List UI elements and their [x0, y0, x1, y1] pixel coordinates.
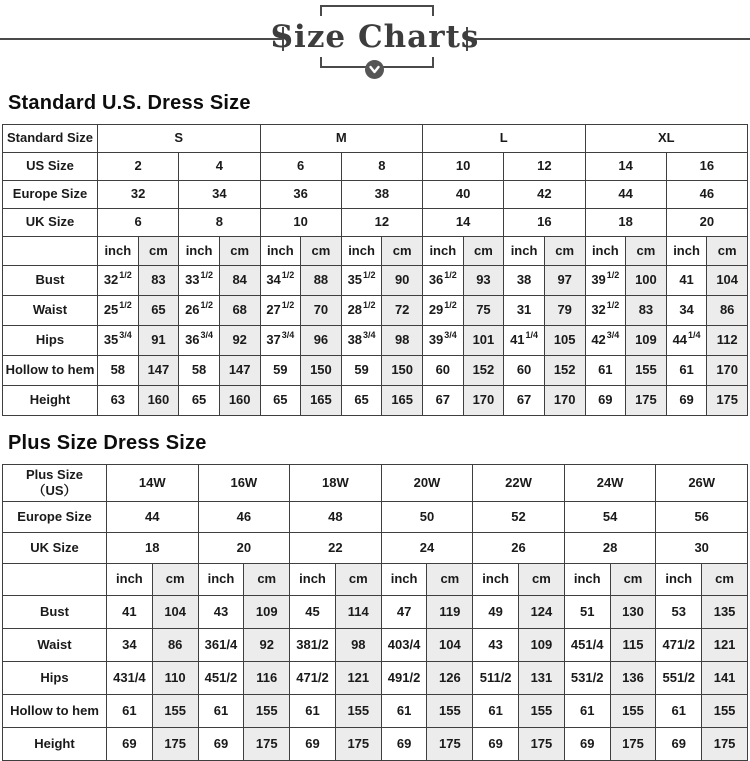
- unit-inch-cell: inch: [585, 237, 626, 266]
- row-label-cell: Europe Size: [3, 502, 107, 533]
- inch-value-cell: 551/2: [656, 662, 702, 695]
- inch-value-cell: 51: [564, 596, 610, 629]
- unit-header-row: [3, 237, 748, 266]
- unit-inch-cell: inch: [504, 237, 545, 266]
- cm-value-cell: 155: [626, 356, 667, 386]
- size-value-cell: 6: [260, 153, 341, 181]
- plus-section-title: Plus Size Dress Size: [8, 432, 207, 454]
- row-label-cell: Europe Size: [3, 181, 98, 209]
- inch-value-cell: 63: [98, 386, 139, 416]
- size-value-cell: 4: [179, 153, 260, 181]
- size-value-cell: 18: [107, 533, 199, 564]
- inch-value-cell: 471/2: [290, 662, 336, 695]
- inch-value-cell: $35^{1/2}$: [341, 266, 382, 296]
- inch-value-cell: 431/4: [107, 662, 153, 695]
- size-value-cell: 44: [585, 181, 666, 209]
- cm-value-cell: 155: [335, 695, 381, 728]
- inch-value-cell: 69: [473, 728, 519, 761]
- cm-value-cell: 170: [544, 386, 585, 416]
- inch-value-cell: 531/2: [564, 662, 610, 695]
- unit-cm-cell: cm: [707, 237, 748, 266]
- unit-cm-cell: cm: [427, 564, 473, 596]
- row-label-cell: Bust: [3, 266, 98, 296]
- cm-value-cell: 160: [219, 386, 260, 416]
- unit-inch-cell: inch: [179, 237, 220, 266]
- standard-section-title: Standard U.S. Dress Size: [8, 92, 251, 114]
- size-group-cell: S: [98, 125, 261, 153]
- row-label-cell: UK Size: [3, 533, 107, 564]
- cm-value-cell: 101: [463, 326, 504, 356]
- inch-value-cell: 61: [656, 695, 702, 728]
- measurement-row: [3, 266, 748, 296]
- unit-cm-cell: cm: [244, 564, 290, 596]
- cm-value-cell: 160: [138, 386, 179, 416]
- cm-value-cell: 97: [544, 266, 585, 296]
- cm-value-cell: 104: [707, 266, 748, 296]
- cm-value-cell: 119: [427, 596, 473, 629]
- chevron-down-icon: [365, 60, 384, 79]
- standard-size-table: [2, 124, 748, 416]
- inch-value-cell: $39^{1/2}$: [585, 266, 626, 296]
- cm-value-cell: 109: [626, 326, 667, 356]
- cm-value-cell: 114: [335, 596, 381, 629]
- size-conversion-row: [3, 153, 748, 181]
- cm-value-cell: 150: [382, 356, 423, 386]
- size-value-cell: 2: [98, 153, 179, 181]
- inch-value-cell: 34: [666, 296, 707, 326]
- unit-inch-cell: inch: [198, 564, 244, 596]
- unit-header-row: [3, 564, 748, 596]
- size-group-cell: 24W: [564, 465, 656, 502]
- cm-value-cell: 116: [244, 662, 290, 695]
- unit-cm-cell: cm: [544, 237, 585, 266]
- cm-value-cell: 91: [138, 326, 179, 356]
- inch-value-cell: 58: [98, 356, 139, 386]
- cm-value-cell: 155: [702, 695, 748, 728]
- size-value-cell: 10: [260, 209, 341, 237]
- cm-value-cell: 72: [382, 296, 423, 326]
- inch-value-cell: 361/4: [198, 629, 244, 662]
- plus-size-section: [0, 432, 750, 761]
- cm-value-cell: 98: [382, 326, 423, 356]
- inch-value-cell: $44^{1/4}$: [666, 326, 707, 356]
- inch-value-cell: 45: [290, 596, 336, 629]
- inch-value-cell: 61: [666, 356, 707, 386]
- size-value-cell: 6: [98, 209, 179, 237]
- cm-value-cell: 86: [707, 296, 748, 326]
- inch-value-cell: 61: [198, 695, 244, 728]
- unit-inch-cell: inch: [260, 237, 301, 266]
- inch-value-cell: 65: [260, 386, 301, 416]
- size-value-cell: 22: [290, 533, 382, 564]
- unit-cm-cell: cm: [152, 564, 198, 596]
- cm-value-cell: 175: [244, 728, 290, 761]
- standard-size-section: [0, 92, 750, 416]
- inch-value-cell: 41: [666, 266, 707, 296]
- row-label-cell: [3, 564, 107, 596]
- cm-value-cell: 90: [382, 266, 423, 296]
- cm-value-cell: 100: [626, 266, 667, 296]
- unit-inch-cell: inch: [98, 237, 139, 266]
- inch-value-cell: 41: [107, 596, 153, 629]
- size-value-cell: 14: [585, 153, 666, 181]
- cm-value-cell: 93: [463, 266, 504, 296]
- unit-cm-cell: cm: [301, 237, 342, 266]
- inch-value-cell: $38^{3/4}$: [341, 326, 382, 356]
- cm-value-cell: 152: [544, 356, 585, 386]
- unit-cm-cell: cm: [138, 237, 179, 266]
- cm-value-cell: 109: [519, 629, 565, 662]
- size-value-cell: 48: [290, 502, 382, 533]
- cm-value-cell: 175: [626, 386, 667, 416]
- size-conversion-row: [3, 502, 748, 533]
- cm-value-cell: 135: [702, 596, 748, 629]
- unit-inch-cell: inch: [107, 564, 153, 596]
- inch-value-cell: $27^{1/2}$: [260, 296, 301, 326]
- inch-value-cell: $35^{3/4}$: [98, 326, 139, 356]
- cm-value-cell: 126: [427, 662, 473, 695]
- measurement-row: [3, 596, 748, 629]
- inch-value-cell: 61: [381, 695, 427, 728]
- inch-value-cell: 61: [290, 695, 336, 728]
- size-value-cell: 12: [504, 153, 585, 181]
- cm-value-cell: 175: [707, 386, 748, 416]
- size-value-cell: 8: [341, 153, 422, 181]
- inch-value-cell: 38: [504, 266, 545, 296]
- size-value-cell: 16: [666, 153, 747, 181]
- row-label-cell: Bust: [3, 596, 107, 629]
- cm-value-cell: 147: [219, 356, 260, 386]
- unit-cm-cell: cm: [626, 237, 667, 266]
- size-group-cell: 16W: [198, 465, 290, 502]
- size-value-cell: 20: [666, 209, 747, 237]
- inch-value-cell: $36^{1/2}$: [423, 266, 464, 296]
- size-value-cell: 24: [381, 533, 473, 564]
- cm-value-cell: 86: [152, 629, 198, 662]
- size-value-cell: 26: [473, 533, 565, 564]
- inch-value-cell: $36^{3/4}$: [179, 326, 220, 356]
- size-group-cell: L: [423, 125, 586, 153]
- cm-value-cell: 115: [610, 629, 656, 662]
- size-value-cell: 50: [381, 502, 473, 533]
- inch-value-cell: $34^{1/2}$: [260, 266, 301, 296]
- inch-value-cell: 69: [290, 728, 336, 761]
- inch-value-cell: 67: [423, 386, 464, 416]
- row-label-cell: Hips: [3, 662, 107, 695]
- unit-cm-cell: cm: [219, 237, 260, 266]
- cm-value-cell: 175: [610, 728, 656, 761]
- measurement-row: [3, 695, 748, 728]
- size-group-cell: 14W: [107, 465, 199, 502]
- unit-inch-cell: inch: [666, 237, 707, 266]
- size-group-cell: XL: [585, 125, 748, 153]
- cm-value-cell: 68: [219, 296, 260, 326]
- cm-value-cell: 175: [152, 728, 198, 761]
- cm-value-cell: 175: [427, 728, 473, 761]
- size-conversion-row: [3, 533, 748, 564]
- cm-value-cell: 88: [301, 266, 342, 296]
- cm-value-cell: 96: [301, 326, 342, 356]
- inch-value-cell: 451/2: [198, 662, 244, 695]
- cm-value-cell: 130: [610, 596, 656, 629]
- size-value-cell: 46: [666, 181, 747, 209]
- cm-value-cell: 83: [626, 296, 667, 326]
- cm-value-cell: 104: [152, 596, 198, 629]
- unit-cm-cell: cm: [382, 237, 423, 266]
- size-value-cell: 12: [341, 209, 422, 237]
- inch-value-cell: 60: [423, 356, 464, 386]
- unit-cm-cell: cm: [610, 564, 656, 596]
- size-group-cell: M: [260, 125, 423, 153]
- inch-value-cell: 61: [585, 356, 626, 386]
- size-value-cell: 42: [504, 181, 585, 209]
- size-value-cell: 28: [564, 533, 656, 564]
- cm-value-cell: 155: [427, 695, 473, 728]
- size-group-cell: 22W: [473, 465, 565, 502]
- inch-value-cell: $26^{1/2}$: [179, 296, 220, 326]
- unit-inch-cell: inch: [473, 564, 519, 596]
- unit-cm-cell: cm: [702, 564, 748, 596]
- measurement-row: [3, 296, 748, 326]
- size-value-cell: 16: [504, 209, 585, 237]
- cm-value-cell: 147: [138, 356, 179, 386]
- inch-value-cell: 61: [473, 695, 519, 728]
- inch-value-cell: 451/4: [564, 629, 610, 662]
- size-value-cell: 34: [179, 181, 260, 209]
- cm-value-cell: 121: [335, 662, 381, 695]
- inch-value-cell: 61: [107, 695, 153, 728]
- unit-cm-cell: cm: [463, 237, 504, 266]
- inch-value-cell: 47: [381, 596, 427, 629]
- size-value-cell: 46: [198, 502, 290, 533]
- inch-value-cell: $39^{3/4}$: [423, 326, 464, 356]
- unit-inch-cell: inch: [381, 564, 427, 596]
- inch-value-cell: 59: [260, 356, 301, 386]
- cm-value-cell: 84: [219, 266, 260, 296]
- inch-value-cell: 60: [504, 356, 545, 386]
- inch-value-cell: 381/2: [290, 629, 336, 662]
- unit-inch-cell: inch: [656, 564, 702, 596]
- inch-value-cell: 53: [656, 596, 702, 629]
- inch-value-cell: $41^{1/4}$: [504, 326, 545, 356]
- inch-value-cell: $25^{1/2}$: [98, 296, 139, 326]
- inch-value-cell: 43: [473, 629, 519, 662]
- size-conversion-row: [3, 209, 748, 237]
- inch-value-cell: $33^{1/2}$: [179, 266, 220, 296]
- inch-value-cell: $42^{3/4}$: [585, 326, 626, 356]
- banner-title: Size Charts: [270, 19, 480, 55]
- row-label-cell: [3, 237, 98, 266]
- cm-value-cell: 155: [244, 695, 290, 728]
- measurement-row: [3, 728, 748, 761]
- inch-value-cell: 31: [504, 296, 545, 326]
- cm-value-cell: 112: [707, 326, 748, 356]
- cm-value-cell: 175: [702, 728, 748, 761]
- size-value-cell: 14: [423, 209, 504, 237]
- size-value-cell: 40: [423, 181, 504, 209]
- measurement-row: [3, 629, 748, 662]
- inch-value-cell: 69: [381, 728, 427, 761]
- banner-top-bracket: [320, 5, 434, 16]
- inch-value-cell: $28^{1/2}$: [341, 296, 382, 326]
- row-label-cell: Height: [3, 386, 98, 416]
- cm-value-cell: 70: [301, 296, 342, 326]
- row-label-cell: Height: [3, 728, 107, 761]
- inch-value-cell: 49: [473, 596, 519, 629]
- inch-value-cell: 491/2: [381, 662, 427, 695]
- size-value-cell: 10: [423, 153, 504, 181]
- cm-value-cell: 141: [702, 662, 748, 695]
- size-value-cell: 32: [98, 181, 179, 209]
- cm-value-cell: 92: [219, 326, 260, 356]
- cm-value-cell: 92: [244, 629, 290, 662]
- size-value-cell: 30: [656, 533, 748, 564]
- cm-value-cell: 175: [519, 728, 565, 761]
- size-group-cell: 20W: [381, 465, 473, 502]
- measurement-row: [3, 326, 748, 356]
- cm-value-cell: 124: [519, 596, 565, 629]
- row-label-cell: US Size: [3, 153, 98, 181]
- size-value-cell: 38: [341, 181, 422, 209]
- size-value-cell: 44: [107, 502, 199, 533]
- size-charts-banner: [0, 0, 750, 88]
- unit-inch-cell: inch: [564, 564, 610, 596]
- inch-value-cell: 65: [179, 386, 220, 416]
- cm-value-cell: 131: [519, 662, 565, 695]
- inch-value-cell: 59: [341, 356, 382, 386]
- cm-value-cell: 65: [138, 296, 179, 326]
- size-value-cell: 8: [179, 209, 260, 237]
- cm-value-cell: 170: [463, 386, 504, 416]
- inch-value-cell: 67: [504, 386, 545, 416]
- inch-value-cell: 69: [107, 728, 153, 761]
- row-label-cell: Waist: [3, 296, 98, 326]
- cm-value-cell: 175: [335, 728, 381, 761]
- inch-value-cell: 69: [656, 728, 702, 761]
- cm-value-cell: 109: [244, 596, 290, 629]
- unit-inch-cell: inch: [290, 564, 336, 596]
- size-group-cell: 26W: [656, 465, 748, 502]
- inch-value-cell: 58: [179, 356, 220, 386]
- unit-inch-cell: inch: [341, 237, 382, 266]
- inch-value-cell: 471/2: [656, 629, 702, 662]
- inch-value-cell: $32^{1/2}$: [585, 296, 626, 326]
- size-value-cell: 54: [564, 502, 656, 533]
- inch-value-cell: 511/2: [473, 662, 519, 695]
- cm-value-cell: 155: [152, 695, 198, 728]
- size-group-cell: 18W: [290, 465, 382, 502]
- inch-value-cell: 43: [198, 596, 244, 629]
- size-group-row: [3, 125, 748, 153]
- cm-value-cell: 165: [301, 386, 342, 416]
- cm-value-cell: 79: [544, 296, 585, 326]
- unit-inch-cell: inch: [423, 237, 464, 266]
- size-group-row: [3, 465, 748, 502]
- size-conversion-row: [3, 181, 748, 209]
- cm-value-cell: 75: [463, 296, 504, 326]
- inch-value-cell: 34: [107, 629, 153, 662]
- size-value-cell: 18: [585, 209, 666, 237]
- row-label-cell: Hollow to hem: [3, 695, 107, 728]
- corner-label-cell: Plus Size （US）: [3, 465, 107, 502]
- size-value-cell: 52: [473, 502, 565, 533]
- size-value-cell: 56: [656, 502, 748, 533]
- row-label-cell: UK Size: [3, 209, 98, 237]
- size-value-cell: 36: [260, 181, 341, 209]
- measurement-row: [3, 662, 748, 695]
- cm-value-cell: 155: [610, 695, 656, 728]
- cm-value-cell: 121: [702, 629, 748, 662]
- row-label-cell: Waist: [3, 629, 107, 662]
- size-value-cell: 20: [198, 533, 290, 564]
- inch-value-cell: 69: [564, 728, 610, 761]
- cm-value-cell: 165: [382, 386, 423, 416]
- unit-cm-cell: cm: [335, 564, 381, 596]
- inch-value-cell: $32^{1/2}$: [98, 266, 139, 296]
- inch-value-cell: 69: [585, 386, 626, 416]
- inch-value-cell: 69: [198, 728, 244, 761]
- inch-value-cell: $29^{1/2}$: [423, 296, 464, 326]
- inch-value-cell: 403/4: [381, 629, 427, 662]
- cm-value-cell: 98: [335, 629, 381, 662]
- cm-value-cell: 104: [427, 629, 473, 662]
- measurement-row: [3, 356, 748, 386]
- inch-value-cell: $37^{3/4}$: [260, 326, 301, 356]
- row-label-cell: Hips: [3, 326, 98, 356]
- cm-value-cell: 83: [138, 266, 179, 296]
- cm-value-cell: 105: [544, 326, 585, 356]
- unit-cm-cell: cm: [519, 564, 565, 596]
- cm-value-cell: 110: [152, 662, 198, 695]
- cm-value-cell: 150: [301, 356, 342, 386]
- measurement-row: [3, 386, 748, 416]
- cm-value-cell: 136: [610, 662, 656, 695]
- cm-value-cell: 152: [463, 356, 504, 386]
- inch-value-cell: 61: [564, 695, 610, 728]
- corner-label-cell: Standard Size: [3, 125, 98, 153]
- cm-value-cell: 155: [519, 695, 565, 728]
- row-label-cell: Hollow to hem: [3, 356, 98, 386]
- cm-value-cell: 170: [707, 356, 748, 386]
- inch-value-cell: 65: [341, 386, 382, 416]
- plus-size-table: [2, 464, 748, 761]
- inch-value-cell: 69: [666, 386, 707, 416]
